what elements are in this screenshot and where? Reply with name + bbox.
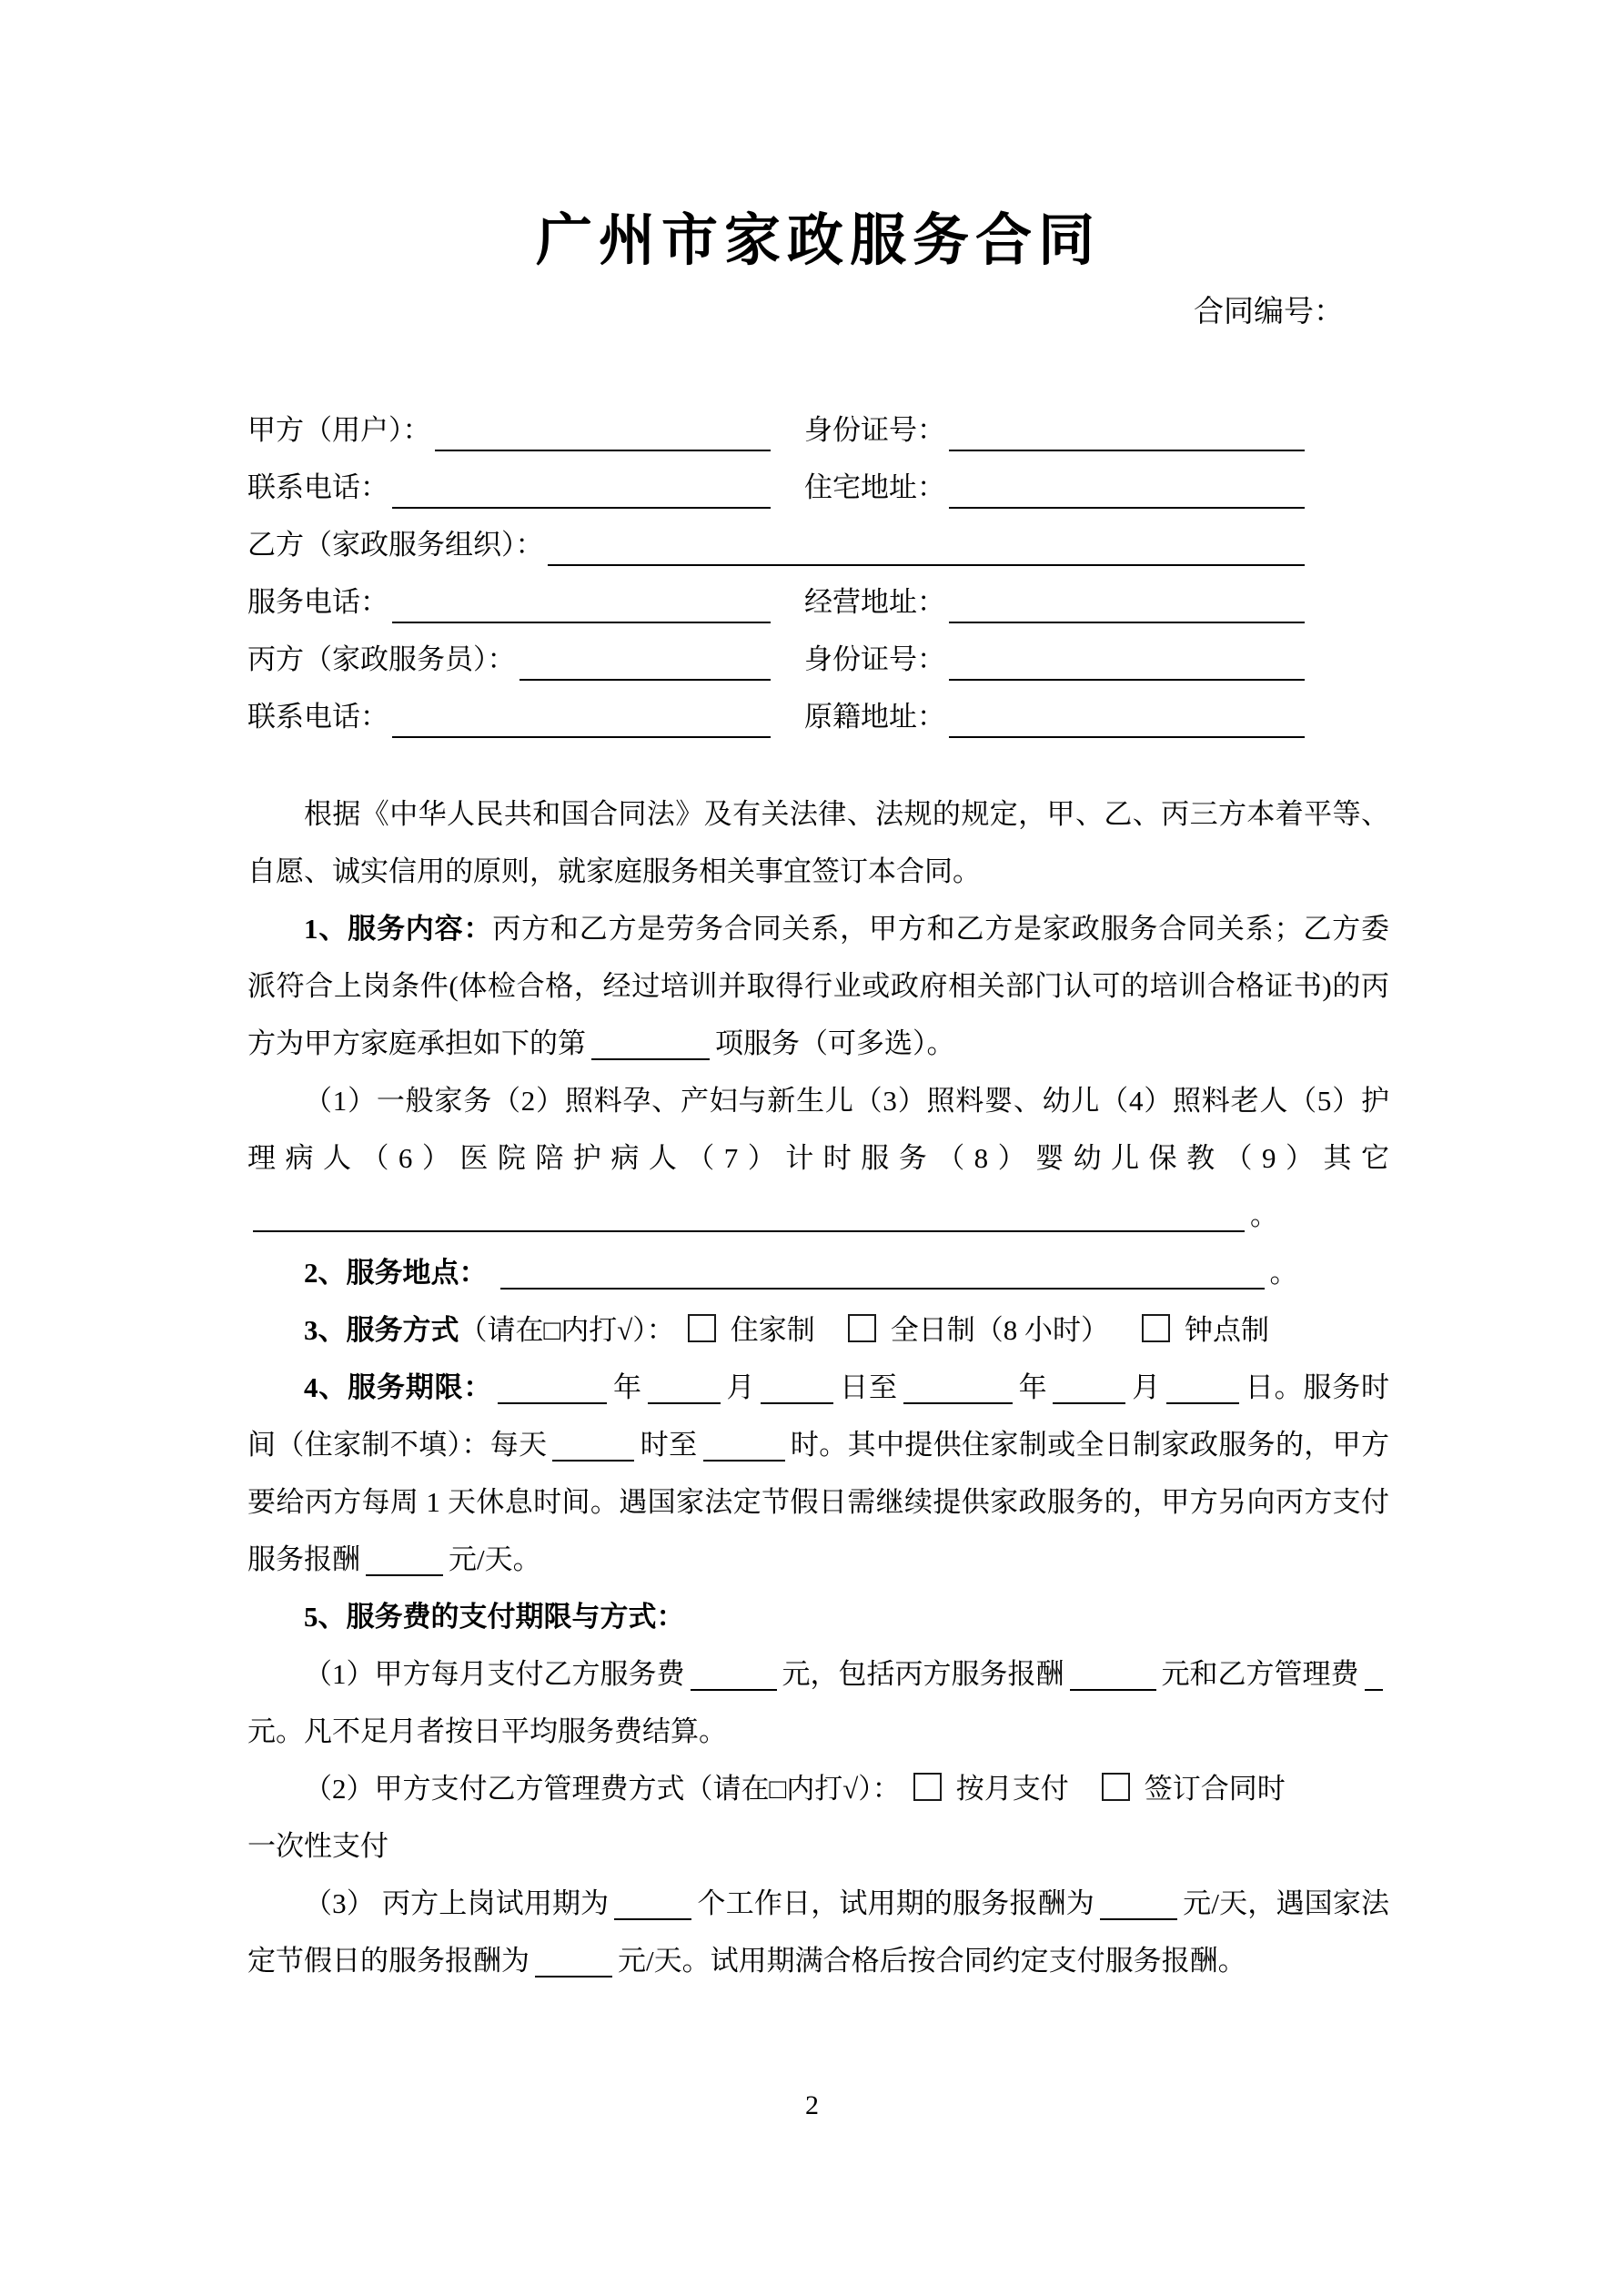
trial-pay-blank[interactable] bbox=[1100, 1918, 1177, 1920]
end-month-blank[interactable] bbox=[1053, 1402, 1125, 1404]
party-c-origin-label: 原籍地址： bbox=[804, 701, 945, 733]
party-row-a-contact bbox=[247, 467, 1305, 509]
party-c-id-blank[interactable] bbox=[949, 639, 1305, 681]
clause-3-instruction: （请在□内打√）： bbox=[459, 1314, 675, 1346]
clause-1-service-options bbox=[247, 1072, 1389, 1244]
start-month-blank[interactable] bbox=[648, 1402, 721, 1404]
party-a-address-label: 住宅地址： bbox=[804, 471, 945, 503]
start-day-blank[interactable] bbox=[761, 1402, 833, 1404]
contract-number-row bbox=[247, 293, 1389, 331]
party-c-phone-blank[interactable] bbox=[392, 696, 771, 738]
field-party-b-phone bbox=[247, 582, 771, 623]
party-c-id-label: 身份证号： bbox=[804, 643, 945, 675]
clause-4-text-1: 日。服务时间（住家制不填）：每天 bbox=[247, 1371, 1390, 1461]
clause-2-label: 2、服务地点： bbox=[304, 1257, 488, 1289]
party-a-id-label: 身份证号： bbox=[804, 414, 945, 446]
field-party-c-name bbox=[247, 639, 771, 681]
field-party-a-name bbox=[247, 410, 771, 451]
contract-body bbox=[247, 785, 1389, 1989]
field-party-c-origin bbox=[804, 696, 1305, 738]
option-full-day-label: 全日制（8 小时） bbox=[890, 1314, 1109, 1346]
checkbox-lump-sum-payment[interactable] bbox=[1102, 1773, 1130, 1801]
worker-pay-blank[interactable] bbox=[1070, 1689, 1156, 1691]
clause-5-3-text-1: （3） 丙方上岗试用期为 bbox=[304, 1887, 610, 1919]
end-day-blank[interactable] bbox=[1166, 1402, 1239, 1404]
party-a-address-blank[interactable] bbox=[949, 467, 1305, 509]
service-options-text: （1）一般家务（2）照料孕、产妇与新生儿（3）照料婴、幼儿（4）照料老人（5）护理病人（6）医院陪护病人（7）计时服务（8）婴幼儿保教（9）其它 bbox=[247, 1085, 1389, 1174]
clause-2-period: 。 bbox=[1269, 1257, 1298, 1289]
option-lump-sum-label-part2: 一次性支付 bbox=[247, 1830, 388, 1862]
start-year-blank[interactable] bbox=[498, 1402, 607, 1404]
clause-5-3-text-2: 个工作日，试用期的服务报酬为 bbox=[697, 1887, 1094, 1919]
option-monthly-payment-label: 按月支付 bbox=[955, 1773, 1069, 1805]
party-c-phone-label: 联系电话： bbox=[247, 701, 388, 733]
monthly-service-fee-blank[interactable] bbox=[691, 1689, 777, 1691]
unit-month-2: 月 bbox=[1131, 1371, 1161, 1403]
clause-1-text-1: 丙方和乙方是劳务合同关系，甲方和乙方是家政服务合同关系；乙方委派符合上岗条件(体检合格，经过培训并取得行业或政府相关部门认可的培训合格证书)的丙方为甲方家庭承担如下的第 bbox=[247, 913, 1390, 1059]
trial-days-blank[interactable] bbox=[614, 1918, 691, 1920]
party-a-phone-label: 联系电话： bbox=[247, 471, 388, 503]
checkbox-monthly-payment[interactable] bbox=[913, 1773, 942, 1801]
clause-4-text-2: 时至 bbox=[640, 1429, 698, 1461]
party-c-name-blank[interactable] bbox=[519, 639, 772, 681]
party-row-c-contact bbox=[247, 696, 1305, 738]
party-a-name-blank[interactable] bbox=[435, 410, 772, 451]
field-party-b-address bbox=[804, 582, 1305, 623]
clause-4-label: 4、服务期限： bbox=[304, 1371, 493, 1403]
checkbox-full-day[interactable] bbox=[848, 1314, 876, 1342]
clause-4-text-3: 时。其中提供住家制或全日制家政服务的，甲方要给丙方每周 1 天休息时间。遇国家法定节假日需继续提供家政服务的，甲方另向丙方支付服务报酬 bbox=[247, 1429, 1390, 1575]
trial-holiday-pay-blank[interactable] bbox=[535, 1976, 612, 1977]
checkbox-hourly[interactable] bbox=[1142, 1314, 1170, 1342]
management-fee-blank[interactable] bbox=[1365, 1689, 1383, 1691]
clause-1-service-content bbox=[247, 900, 1389, 1072]
clause-5-label: 5、服务费的支付期限与方式： bbox=[304, 1601, 685, 1633]
party-b-name-blank[interactable] bbox=[548, 524, 1306, 566]
field-party-b-name bbox=[247, 524, 1305, 566]
checkbox-live-in[interactable] bbox=[688, 1314, 716, 1342]
party-b-phone-label: 服务电话： bbox=[247, 586, 388, 618]
clause-5-3-text-4: 元/天。试用期满合格后按合同约定支付服务报酬。 bbox=[618, 1945, 1246, 1977]
clause-1-text-2: 项服务（可多选）。 bbox=[715, 1027, 955, 1059]
clause-5-item-1 bbox=[247, 1645, 1389, 1760]
field-party-a-phone bbox=[247, 467, 771, 509]
field-party-a-id bbox=[804, 410, 1305, 451]
field-party-c-id bbox=[804, 639, 1305, 681]
field-party-c-phone bbox=[247, 696, 771, 738]
unit-year-2: 年 bbox=[1017, 1371, 1048, 1403]
service-location-blank[interactable] bbox=[500, 1288, 1265, 1290]
party-a-id-blank[interactable] bbox=[949, 410, 1305, 451]
clause-2-service-location bbox=[247, 1244, 1389, 1301]
service-item-number-blank[interactable] bbox=[591, 1058, 710, 1060]
option-live-in-label: 住家制 bbox=[730, 1314, 815, 1346]
clause-4-text-4: 元/天。 bbox=[449, 1543, 541, 1575]
document-title: 广州市家政服务合同 bbox=[535, 209, 1101, 272]
clause-5-item-2 bbox=[247, 1760, 1389, 1875]
clause-5-1-text-1: （1）甲方每月支付乙方服务费 bbox=[304, 1658, 685, 1690]
clause-5-1-text-4: 元。凡不足月者按日平均服务费结算。 bbox=[247, 1715, 727, 1747]
daily-start-time-blank[interactable] bbox=[552, 1460, 634, 1462]
party-a-phone-blank[interactable] bbox=[392, 467, 771, 509]
unit-year-1: 年 bbox=[612, 1371, 642, 1403]
clause-5-1-text-2: 元，包括丙方服务报酬 bbox=[782, 1658, 1064, 1690]
clause-1-label: 1、服务内容： bbox=[304, 913, 493, 945]
field-party-a-address bbox=[804, 467, 1305, 509]
party-row-b bbox=[247, 524, 1305, 566]
other-service-blank[interactable] bbox=[253, 1230, 1245, 1232]
option-lump-sum-label-part1: 签订合同时 bbox=[1144, 1773, 1286, 1805]
end-year-blank[interactable] bbox=[903, 1402, 1013, 1404]
holiday-pay-blank[interactable] bbox=[366, 1574, 443, 1576]
intro-paragraph bbox=[247, 785, 1389, 900]
contract-number-label: 合同编号： bbox=[1194, 296, 1344, 329]
daily-end-time-blank[interactable] bbox=[703, 1460, 785, 1462]
clause-5-payment-heading bbox=[247, 1588, 1389, 1645]
party-a-name-label: 甲方（用户）： bbox=[247, 414, 431, 446]
party-b-name-label: 乙方（家政服务组织）： bbox=[247, 529, 544, 561]
unit-day-to: 日至 bbox=[839, 1371, 898, 1403]
service-options-period: 。 bbox=[1250, 1199, 1278, 1231]
party-row-a bbox=[247, 410, 1305, 451]
unit-month-1: 月 bbox=[725, 1371, 756, 1403]
party-b-address-label: 经营地址： bbox=[804, 586, 945, 618]
clause-5-3-text-3: 元/天，遇国家法定节假日的服务报酬为 bbox=[247, 1887, 1389, 1977]
parties-section bbox=[247, 410, 1305, 738]
option-hourly-label: 钟点制 bbox=[1185, 1314, 1269, 1346]
party-row-c bbox=[247, 639, 1305, 681]
party-b-phone-blank[interactable] bbox=[392, 582, 771, 623]
clause-4-service-term bbox=[247, 1359, 1389, 1588]
intro-text: 根据《中华人民共和国合同法》及有关法律、法规的规定，甲、乙、丙三方本着平等、自愿、诚实信用的原则，就家庭服务相关事宜签订本合同。 bbox=[247, 798, 1389, 887]
clause-3-service-mode bbox=[247, 1301, 1389, 1359]
clause-5-item-3 bbox=[247, 1875, 1389, 1989]
clause-3-label: 3、服务方式 bbox=[304, 1314, 459, 1346]
page-number: 2 bbox=[805, 2090, 819, 2120]
party-c-origin-blank[interactable] bbox=[949, 696, 1305, 738]
clause-5-1-text-3: 元和乙方管理费 bbox=[1161, 1658, 1359, 1690]
clause-5-2-text: （2）甲方支付乙方管理费方式（请在□内打√）： bbox=[304, 1773, 901, 1805]
party-b-address-blank[interactable] bbox=[949, 582, 1305, 623]
party-c-name-label: 丙方（家政服务员）： bbox=[247, 643, 516, 675]
party-row-b-contact bbox=[247, 582, 1305, 623]
